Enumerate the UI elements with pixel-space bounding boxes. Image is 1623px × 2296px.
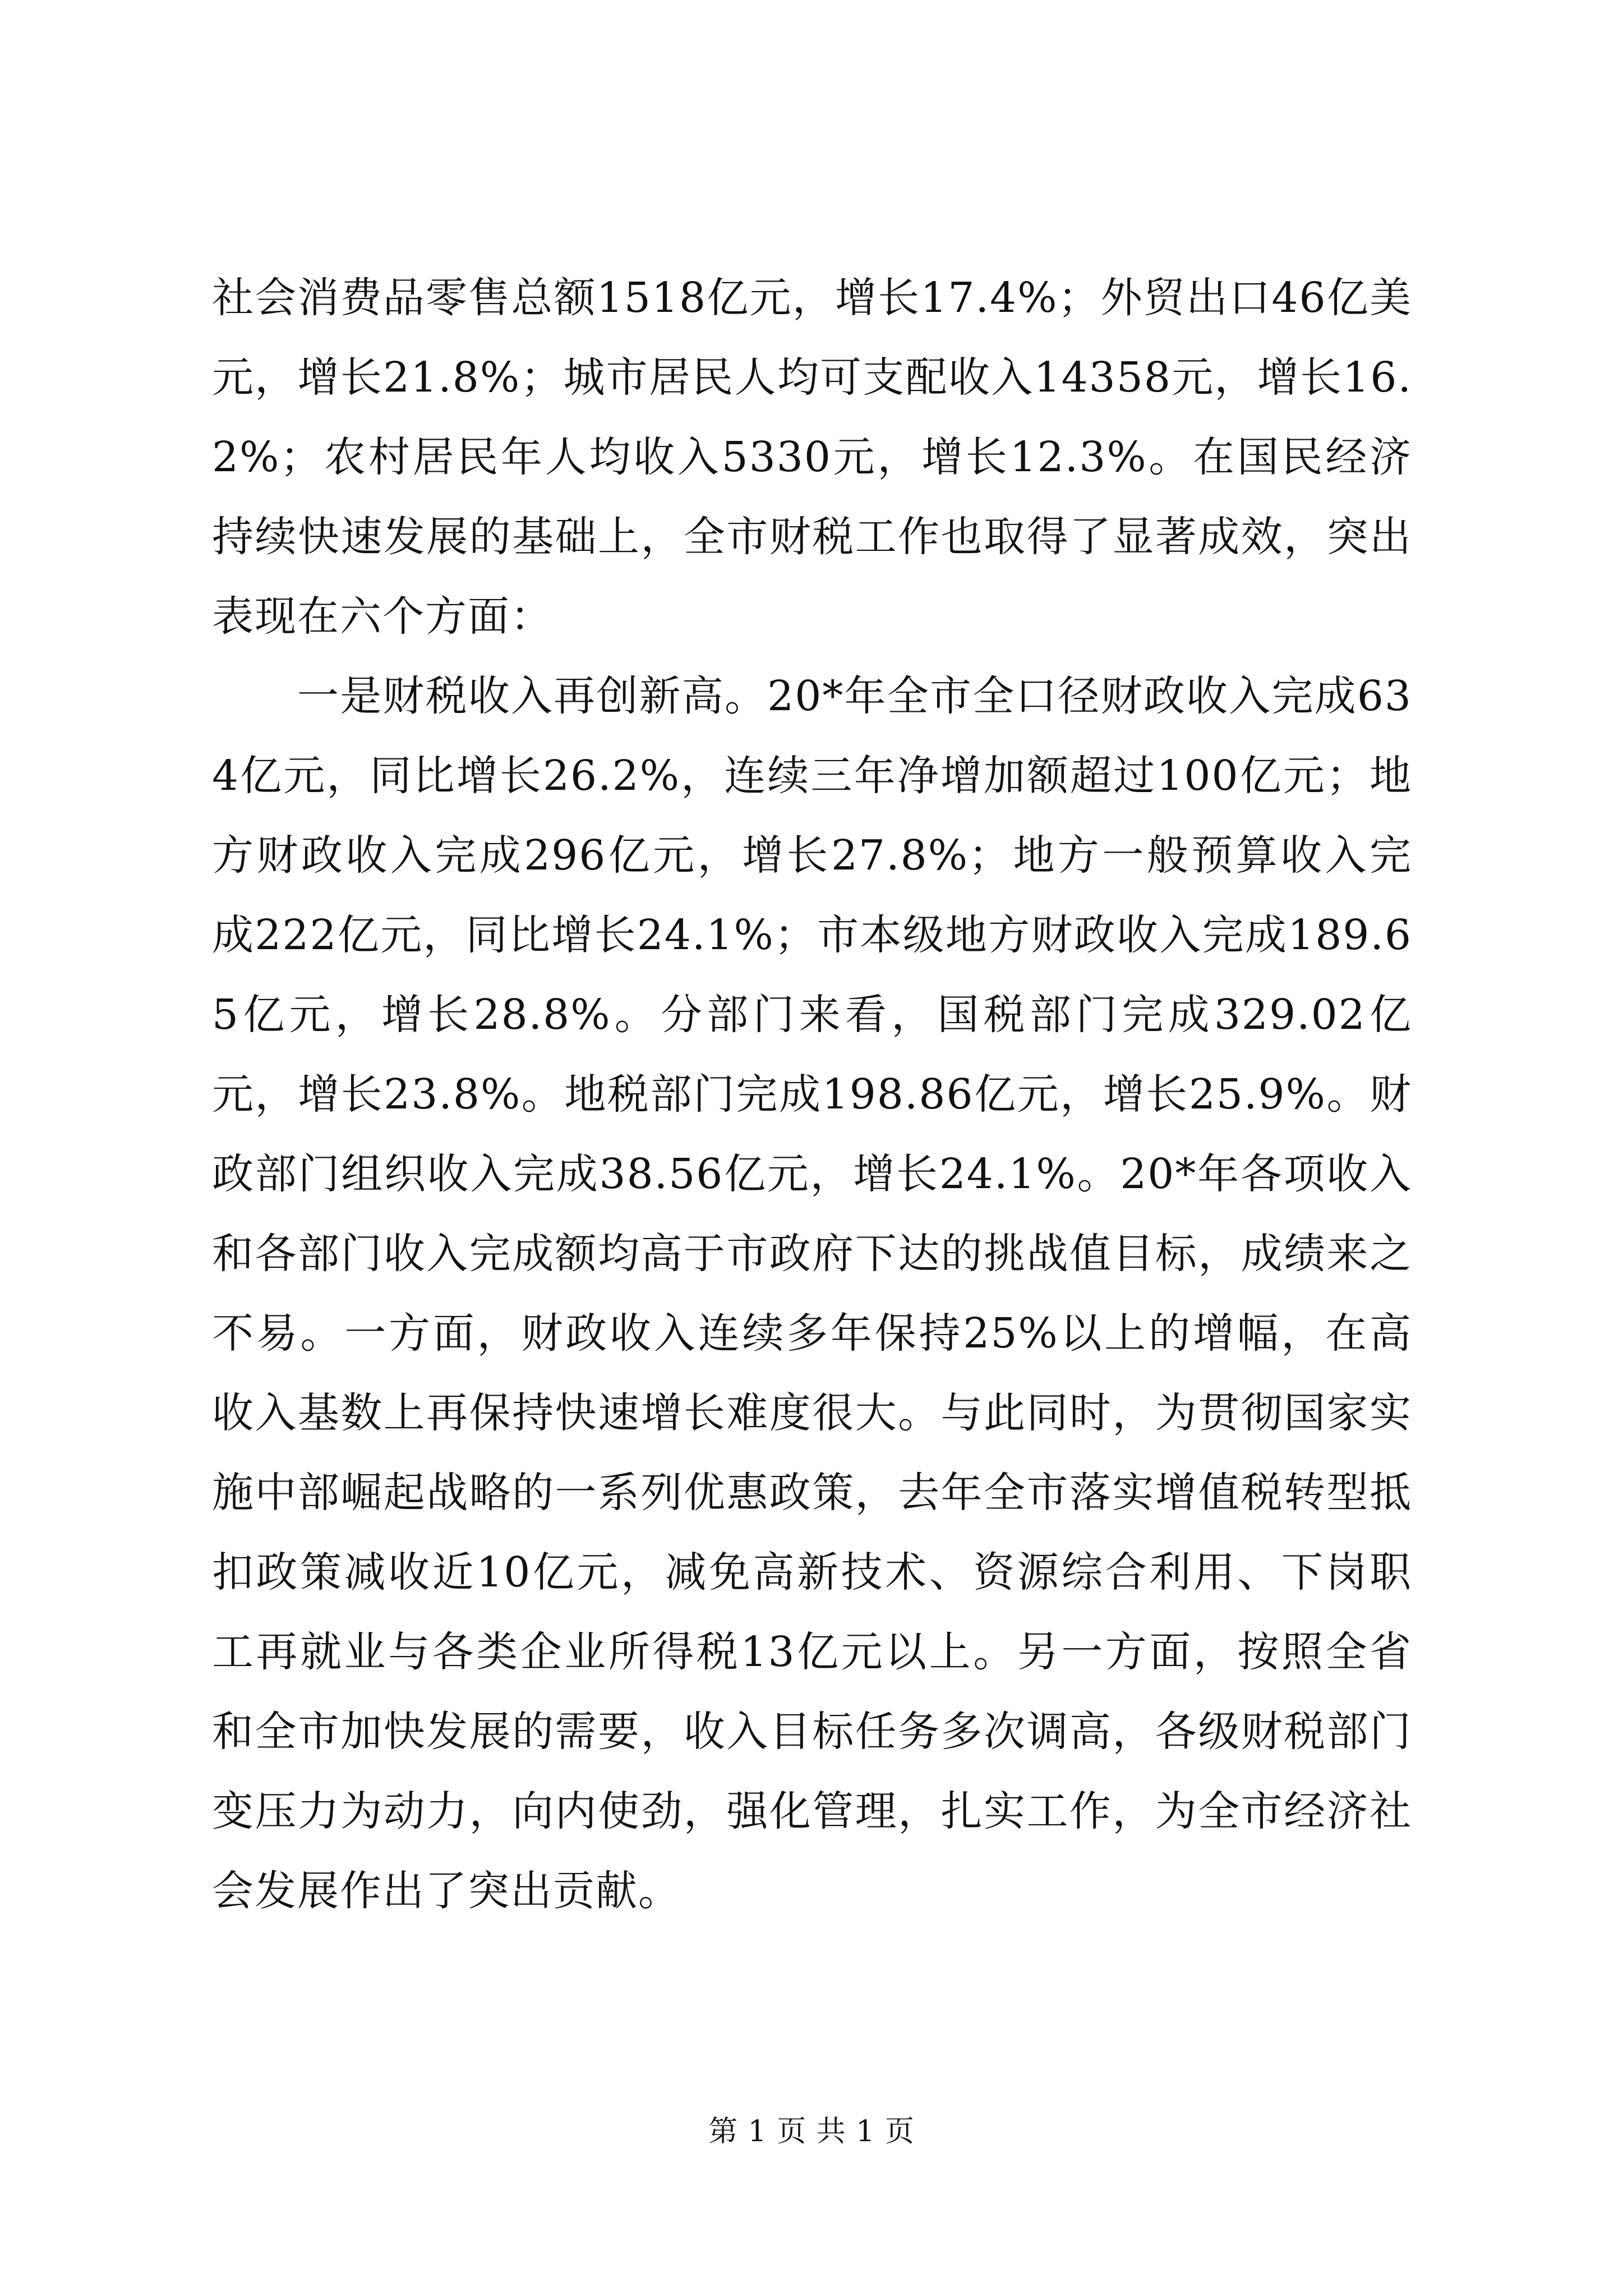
document-body bbox=[212, 258, 1412, 1931]
page-number-footer: 第 1 页 共 1 页 bbox=[708, 2115, 915, 2148]
paragraph-continuation: 社会消费品零售总额1518亿元，增长17.4%；外贸出口46亿美元，增长21.8%；城市居民人均可支配收入14358元，增长16.2%；农村居民年人均收入5330元，增长12.3%。在国民经济持续快速发展的基础上，全市财税工作也取得了显著成效，突出表现在六个方面： bbox=[212, 274, 1412, 641]
paragraph-revenue-highlights: 一是财税收入再创新高。20*年全市全口径财政收入完成634亿元，同比增长26.2%，连续三年净增加额超过100亿元；地方财政收入完成296亿元，增长27.8%；地方一般预算收入完成222亿元，同比增长24.1%；市本级地方财政收入完成189.65亿元，增长28.8%。分部门来看，国税部门完成329.02亿元，增长23.8%。地税部门完成198.86亿元，增长25.9%。财政部门组织收入完成38.56亿元，增长24.1%。20*年各项收入和各部门收入完成额均高于市政府下达的挑战值目标，成绩来之不易。一方面，财政收入连续多年保持25%以上的增幅，在高收入基数上再保持快速增长难度很大。与此同时，为贯彻国家实施中部崛起战略的一系列优惠政策，去年全市落实增值税转型抵扣政策减收近10亿元，减免高新技术、资源综合利用、下岗职工再就业与各类企业所得税13亿元以上。另一方面，按照全省和全市加快发展的需要，收入目标任务多次调高，各级财税部门变压力为动力，向内使劲，强化管理，扎实工作，为全市经济社会发展作出了突出贡献。 bbox=[212, 672, 1412, 1915]
